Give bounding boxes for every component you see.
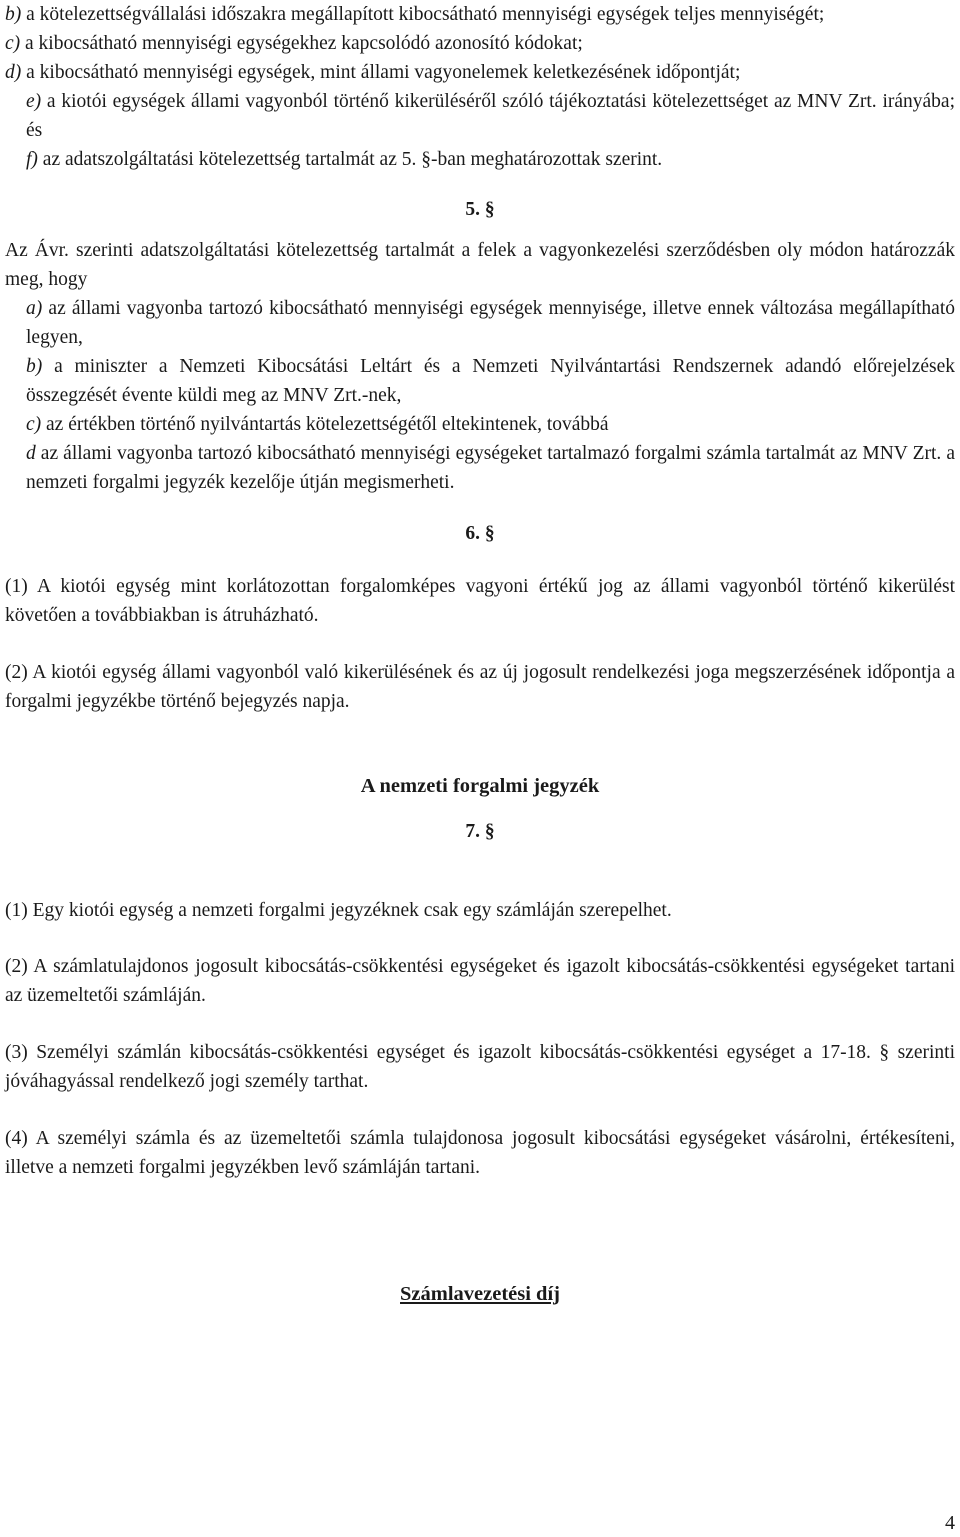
item-label: d) xyxy=(5,62,22,83)
item-text: az adatszolgáltatási kötelezettség tartalmát az 5. §-ban meghatározottak szerint. xyxy=(37,149,663,170)
item-label: c) xyxy=(26,414,42,435)
page-number: 4 xyxy=(945,1512,955,1534)
item-label: b) xyxy=(26,356,43,377)
section-7-para-1: (1) Egy kiotói egység a nemzeti forgalmi jegyzéknek csak egy számláján szerepelhet. xyxy=(5,900,672,921)
item-text: a miniszter a Nemzeti Kibocsátási Leltárt és a Nemzeti Nyilvántartási Rendszernek adandó előrejelzések összegzését évente küldi meg az MNV Zrt.-nek, xyxy=(26,356,955,406)
document-body xyxy=(5,0,955,1309)
item-text: a kibocsátható mennyiségi egységekhez kapcsolódó azonosító kódokat; xyxy=(20,33,583,54)
item-text: a kibocsátható mennyiségi egységek, mint állami vagyonelemek keletkezésének időpontját; xyxy=(21,62,741,83)
section-7-para-4: (4) A személyi számla és az üzemeltetői számla tulajdonosa jogosult kibocsátási egységeket vásárolni, értékesíteni, illetve a nemzeti forgalmi jegyzékben levő számláján tartani. xyxy=(5,1128,955,1178)
heading-national-registry: A nemzeti forgalmi jegyzék xyxy=(360,775,600,797)
item-label: d xyxy=(26,443,36,464)
item-label: c) xyxy=(5,33,21,54)
section-5-item-a xyxy=(5,294,955,352)
section-5-item-b xyxy=(5,352,955,410)
list-item-c xyxy=(5,29,955,58)
section-5-item-d xyxy=(5,439,955,497)
section-7-number: 7. § xyxy=(465,821,495,842)
section-5-item-c xyxy=(5,410,955,439)
section-6-para-1: (1) A kiotói egység mint korlátozottan forgalomképes vagyoni értékű jog az állami vagyonból történő kikerülést követően a továbbiakban is átruházható. xyxy=(5,576,955,626)
item-text: az állami vagyonba tartozó kibocsátható mennyiségi egységeket tartalmazó forgalmi számla tartalmát az MNV Zrt. a nemzeti forgalmi jegyzék kezelője útján megismerheti. xyxy=(26,443,955,493)
section-7-para-3: (3) Személyi számlán kibocsátás-csökkentési egységet és igazolt kibocsátás-csökkentési egységet a 17-18. § szerinti jóváhagyással rendelkező jogi személy tarthat. xyxy=(5,1042,955,1092)
list-item-b xyxy=(5,0,955,29)
item-label: b) xyxy=(5,4,22,25)
item-label: f) xyxy=(26,149,38,170)
item-text: a kötelezettségvállalási időszakra megállapított kibocsátható mennyiségi egységek teljes mennyiségét; xyxy=(21,4,825,25)
section-6-number: 6. § xyxy=(465,523,495,544)
item-text: az értékben történő nyilvántartás kötelezettségétől eltekintenek, továbbá xyxy=(41,414,609,435)
item-label: e) xyxy=(26,91,42,112)
list-item-e xyxy=(5,87,955,145)
list-item-d xyxy=(5,58,955,87)
list-item-f xyxy=(5,145,955,174)
section-6-para-2: (2) A kiotói egység állami vagyonból való kikerülésének és az új jogosult rendelkezési joga megszerzésének időpontja a forgalmi jegyzékbe történő bejegyzés napja. xyxy=(5,662,955,712)
item-label: a) xyxy=(26,298,43,319)
section-5-intro: Az Ávr. szerinti adatszolgáltatási kötelezettség tartalmát a felek a vagyonkezelési szerződésben oly módon határozzák meg, hogy xyxy=(5,240,955,290)
section-7-para-2: (2) A számlatulajdonos jogosult kibocsátás-csökkentési egységeket és igazolt kibocsátás-csökkentési egységeket tartani az üzemeltetői számláján. xyxy=(5,956,955,1006)
item-text: az állami vagyonba tartozó kibocsátható mennyiségi egységek mennyisége, illetve ennek változása megállapítható legyen, xyxy=(26,298,955,348)
section-5-number: 5. § xyxy=(465,199,495,220)
heading-account-fee: Számlavezetési díj xyxy=(400,1283,560,1305)
item-text: a kiotói egységek állami vagyonból történő kikerüléséről szóló tájékoztatási kötelezettséget az MNV Zrt. irányába; és xyxy=(26,91,955,141)
